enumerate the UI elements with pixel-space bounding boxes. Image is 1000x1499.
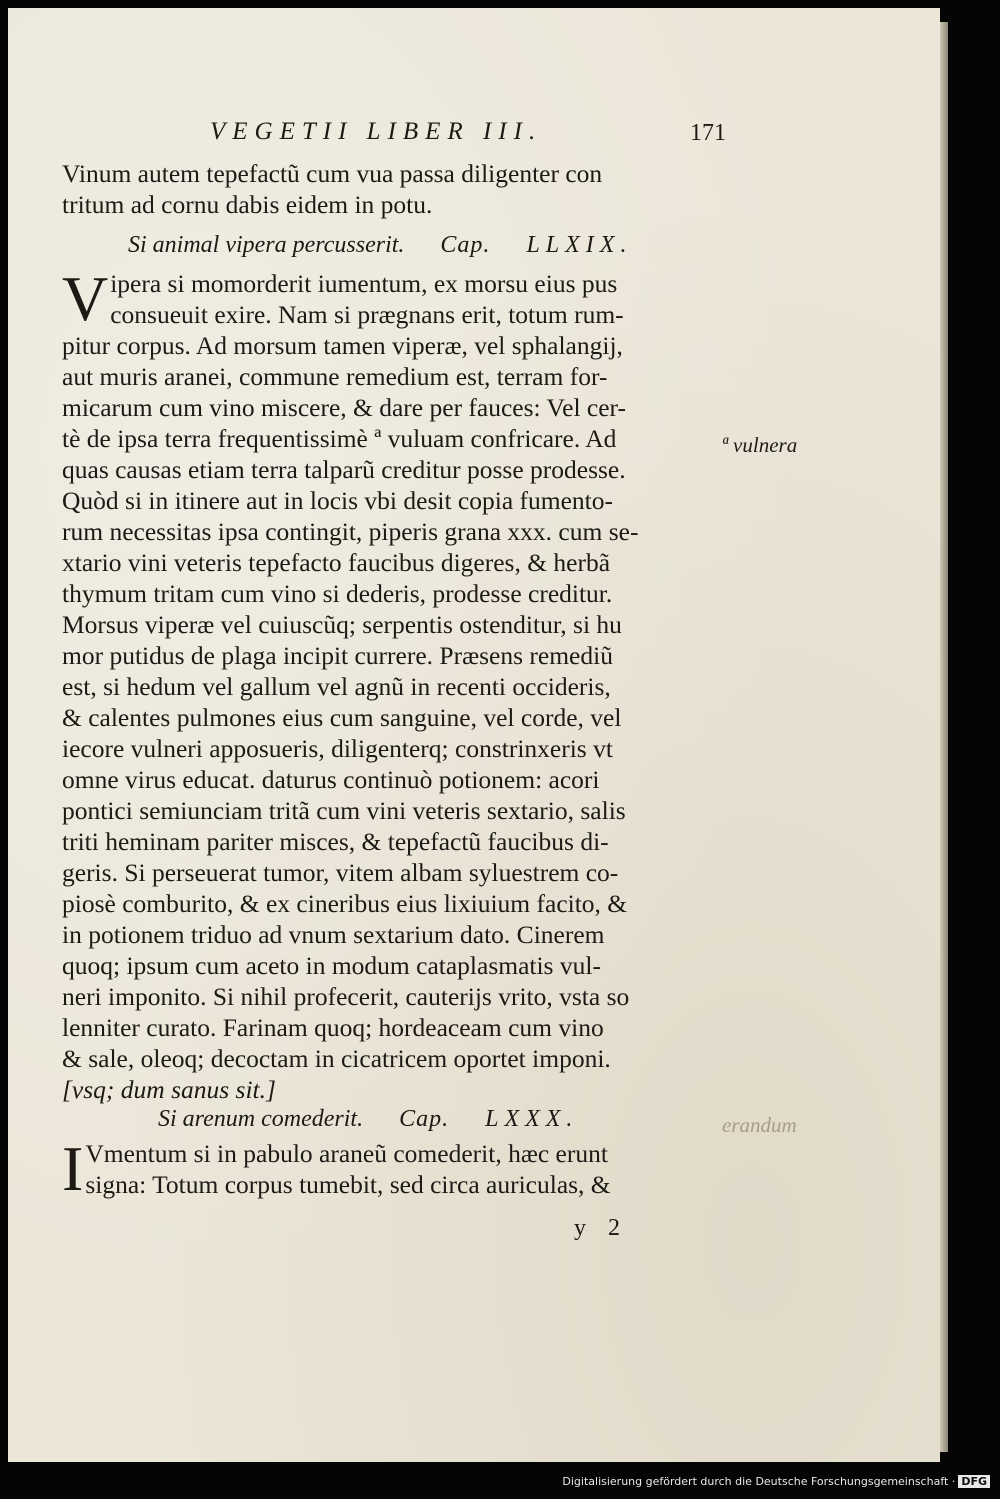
page-number: 171 <box>690 120 726 146</box>
text-line: thymum tritam cum vino si dederis, prodesse creditur. <box>62 579 613 608</box>
text-line: signa: Totum corpus tumebit, sed circa auriculas, & <box>85 1170 611 1199</box>
drop-cap: V <box>62 263 109 334</box>
text-line: tritum ad cornu dabis eidem in potu. <box>62 190 433 219</box>
text-line: geris. Si perseuerat tumor, vitem albam syluestrem co- <box>62 858 619 887</box>
text-line: micarum cum vino miscere, & dare per fauces: Vel cer- <box>62 393 627 422</box>
chapter-title: Si animal vipera percusserit. <box>128 232 405 258</box>
text-line: pontici semiunciam tritã cum vini veteris sextario, salis <box>62 796 626 825</box>
chapter-cap-label: Cap. <box>440 232 491 258</box>
chapter-number: LXXX. <box>485 1106 579 1132</box>
drop-cap: I <box>62 1133 84 1204</box>
footer-text: Digitalisierung gefördert durch die Deutsche Forschungsgemeinschaft · <box>562 1475 956 1488</box>
text-line: xtario vini veteris tepefacto faucibus digeres, & herbã <box>62 548 611 577</box>
signature-number: 2 <box>608 1215 620 1241</box>
page-edge <box>940 22 948 1452</box>
carry-over-text <box>62 158 722 220</box>
text-line: & sale, oleoq; decoctam in cicatricem oportet imponi. <box>62 1044 611 1073</box>
chapter-body <box>62 1133 722 1204</box>
text-line: ipera si momorderit iumentum, ex morsu eius pus <box>110 269 618 298</box>
text-line: Morsus viperæ vel cuiuscũq; serpentis ostenditur, si hu <box>62 610 622 639</box>
chapter-heading <box>158 1106 578 1133</box>
chapter-cap-label: Cap. <box>399 1106 450 1132</box>
text-line: tè de ipsa terra frequentissimè ª vuluam confricare. Ad <box>62 424 617 453</box>
text-line: quas causas etiam terra talparũ creditur posse prodesse. <box>62 455 626 484</box>
bracketed-addition: [vsq; dum sanus sit.] <box>62 1075 276 1104</box>
text-line: lenniter curato. Farinam quoq; hordeaceam cum vino <box>62 1013 604 1042</box>
chapter-body <box>62 263 722 1105</box>
text-line: rum necessitas ipsa contingit, piperis grana xxx. cum se- <box>62 517 639 546</box>
marginal-note-vulnera: ª vulnera <box>722 433 798 457</box>
text-line: est, si hedum vel gallum vel agnũ in recenti occideris, <box>62 672 611 701</box>
signature-letter: y <box>574 1215 586 1241</box>
text-line: piosè comburito, & ex cineribus eius lixiuium facito, & <box>62 889 628 918</box>
text-line: triti heminam pariter misces, & tepefactũ faucibus di- <box>62 827 609 856</box>
text-line: aut muris aranei, commune remedium est, terram for- <box>62 362 608 391</box>
text-line: Quòd si in itinere aut in locis vbi desit copia fumento- <box>62 486 613 515</box>
text-line: Vinum autem tepefactũ cum vua passa diligenter con <box>62 159 603 188</box>
chapter-number: LLXIX. <box>526 232 633 258</box>
text-line: consueuit exire. Nam si prægnans erit, totum rum- <box>110 300 624 329</box>
text-line: Vmentum si in pabulo araneũ comederit, hæc erunt <box>85 1139 608 1168</box>
text-line: iecore vulneri apposueris, diligenterq; constrinxeris vt <box>62 734 613 763</box>
marginal-note-erandum: erandum <box>722 1113 797 1137</box>
text-line: omne virus educat. daturus continuò potionem: acori <box>62 765 600 794</box>
text-line: mor putidus de plaga incipit currere. Præsens remediũ <box>62 641 613 670</box>
text-line: in potionem triduo ad vnum sextarium dato. Cinerem <box>62 920 605 949</box>
signature-mark <box>574 1215 620 1242</box>
text-line: neri imponito. Si nihil profecerit, cauterijs vrito, vsta so <box>62 982 630 1011</box>
funding-footer <box>562 1475 990 1488</box>
running-head: VEGETII LIBER III. <box>210 118 543 145</box>
chapter-heading <box>128 232 632 259</box>
chapter-title: Si arenum comederit. <box>158 1106 364 1132</box>
text-line: pitur corpus. Ad morsum tamen viperæ, vel sphalangij, <box>62 331 623 360</box>
text-line: quoq; ipsum cum aceto in modum cataplasmatis vul- <box>62 951 601 980</box>
dfg-logo: DFG <box>958 1475 990 1488</box>
text-line: & calentes pulmones eius cum sanguine, vel corde, vel <box>62 703 622 732</box>
